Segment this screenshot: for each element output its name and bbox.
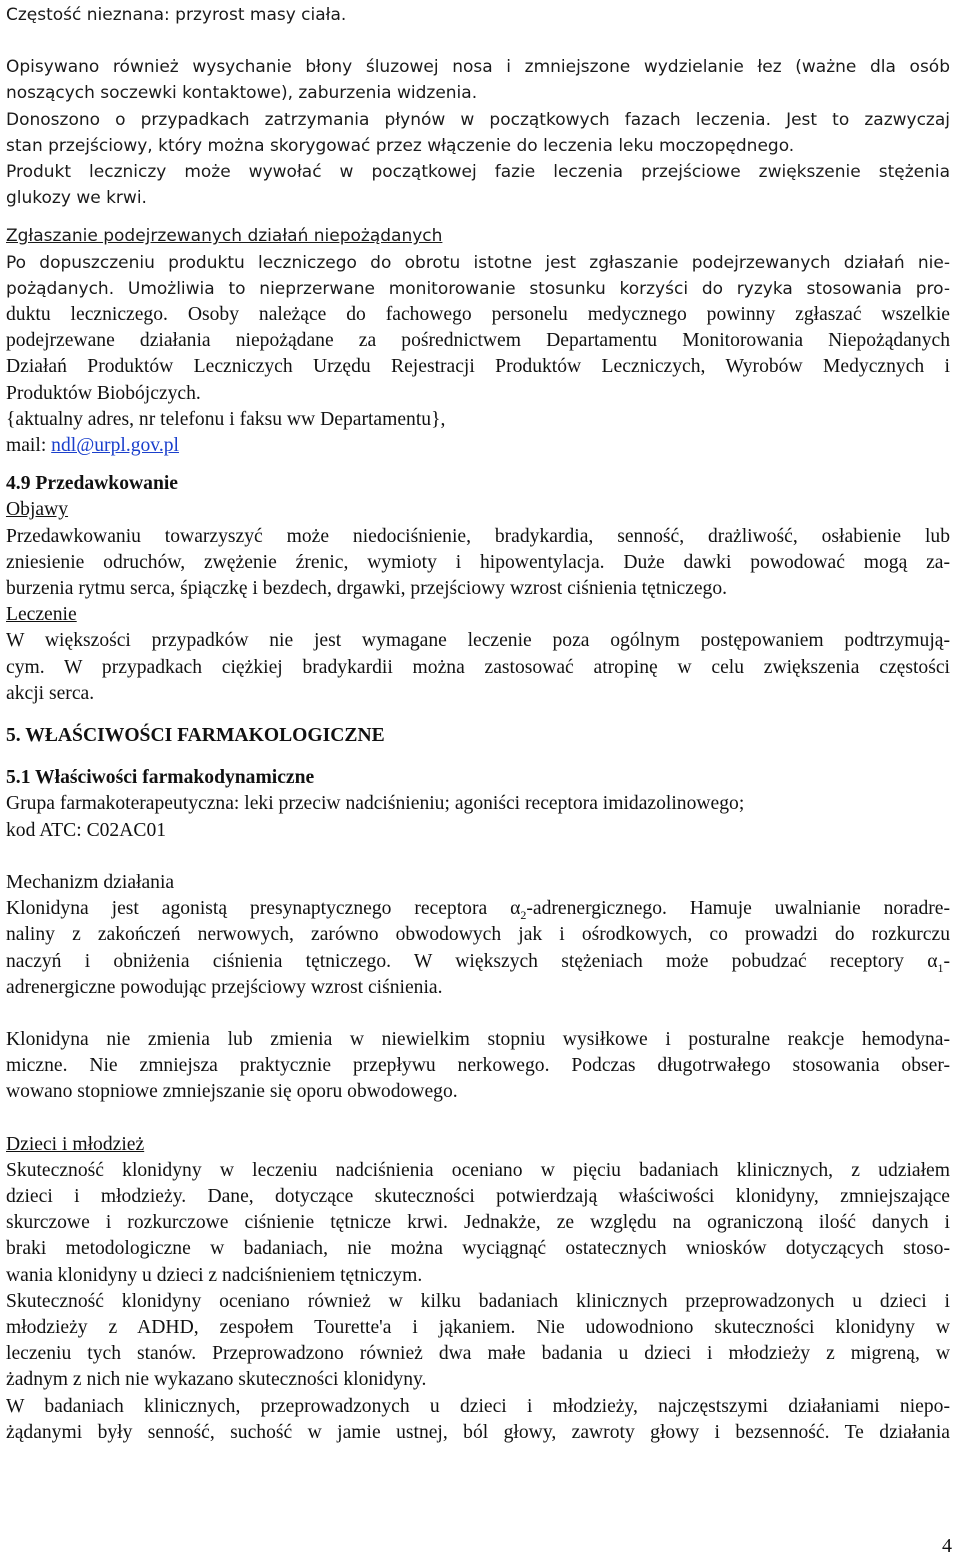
text-line: leczeniu tych stanów. Przeprowadzono również dwa małe badania u dzieci i młodzieży z migreną, w [6, 1343, 950, 1365]
treatment-heading: Leczenie [6, 604, 77, 626]
reporting-section [6, 223, 950, 459]
text-line: stan przejściowy, który można skorygować przez włączenie do leczenia leku moczopędnego. [6, 135, 795, 156]
overdose-section [6, 471, 950, 707]
text-line: braki metodologiczne w badaniach, nie można wyciągnąć ostatecznych wniosków dotyczących stoso- [6, 1238, 950, 1260]
section51-heading: 5.1 Właściwości farmakodynamiczne [6, 767, 315, 789]
subscript-1: 1 [937, 960, 944, 975]
spacer [6, 1001, 950, 1027]
children-heading: Dzieci i młodzież [6, 1133, 145, 1155]
subscript-2: 2 [520, 908, 527, 922]
text-line: pożądanych. Umożliwia to nieprzerwane monitorowanie stosunku korzyści do ryzyka stosowania pro- [6, 278, 950, 299]
mechanism-heading: Mechanizm działania [6, 871, 175, 893]
text-line: glukozy we krwi. [6, 188, 147, 209]
text-line: Po dopuszczeniu produktu leczniczego do obrotu istotne jest zgłaszanie podejrzewanych działań nie- [6, 252, 950, 273]
overdose-heading-text: Przedawkowanie [30, 473, 178, 495]
text-line: kod ATC: C02AC01 [6, 819, 167, 841]
text-line: Klonidyna nie zmienia lub zmienia w niewielkim stopniu wysiłkowe i posturalne reakcje hemodyna- [6, 1028, 950, 1050]
spacer [6, 707, 950, 719]
spacer [6, 459, 950, 471]
overdose-heading-number: 4.9 [6, 473, 31, 495]
text-line: miczne. Nie zmniejsza praktycznie przepływu nerkowego. Podczas długotrwałego stosowania obser- [6, 1055, 950, 1077]
text-fragment: naczyń i obniżenia ciśnienia tętniczego. W większych stężeniach może pobudzać receptory [6, 950, 928, 972]
text-line [6, 949, 950, 975]
mail-label: mail: [6, 435, 52, 457]
alpha-symbol: α [510, 898, 521, 920]
text-line: Grupa farmakoterapeutyczna: leki przeciw nadciśnieniu; agoniści receptora imidazolinowego; [6, 793, 745, 815]
frequency-line: Częstość nieznana: przyrost masy ciała. [6, 5, 347, 25]
section5-heading: 5. WŁAŚCIWOŚCI FARMAKOLOGICZNE [6, 725, 385, 747]
text-line: Skuteczność klonidyny oceniano również w kilku badaniach klinicznych przeprowadzonych u dzieci i [6, 1290, 950, 1312]
text-line: adrenergiczne powodując przejściowy wzrost ciśnienia. [6, 976, 443, 998]
alpha-symbol: α [927, 950, 938, 972]
text-line: młodzieży z ADHD, zespołem Tourette'a i jąkaniem. Nie udowodniono skuteczności klonidyny w [6, 1316, 950, 1338]
text-line: Działań Produktów Leczniczych Urzędu Rejestracji Produktów Leczniczych, Wyrobów Medycznych i [6, 356, 950, 378]
mechanism-section [6, 870, 950, 1001]
text-fragment: -adrenergicznego. Hamuje uwalnianie noradre- [526, 898, 950, 920]
text-line: Skuteczność klonidyny w leczeniu nadciśnienia oceniano w pięciu badaniach klinicznych, z udziałem [6, 1159, 950, 1181]
text-fragment: - [943, 950, 950, 972]
text-line: naliny z zakończeń nerwowych, zarówno obwodowych jak i ośrodkowych, co prowadzi do rozkurczu [6, 924, 950, 946]
text-line: cym. W przypadkach ciężkiej bradykardii można zastosować atropinę w celu zwiększenia częstości [6, 656, 950, 678]
text-line: duktu leczniczego. Osoby należące do fachowego personelu medycznego powinny zgłaszać wszelkie [6, 304, 950, 326]
paragraph-fluids [6, 107, 950, 212]
text-line: Opisywano również wysychanie błony śluzowej nosa i zmniejszone wydzielanie łez (ważne dla osób [6, 57, 950, 78]
text-line: noszących soczewki kontaktowe), zaburzenia widzenia. [6, 83, 478, 104]
children-section [6, 1132, 950, 1446]
text-line: wania klonidyny u dzieci z nadciśnieniem tętniczym. [6, 1264, 423, 1286]
text-line: Produkt leczniczy może wywołać w początkowej fazie leczenia przejściowe zwiększenie stężenia [6, 162, 950, 183]
hemodynamics-paragraph [6, 1027, 950, 1106]
text-line: burzenia rytmu serca, śpiączkę i bezdech, drgawki, przejściowy wzrost ciśnienia tętniczego. [6, 578, 728, 600]
section51 [6, 765, 950, 844]
mail-link[interactable]: ndl@urpl.gov.pl [51, 435, 179, 457]
text-line: Przedawkowaniu towarzyszyć może niedociśnienie, bradykardia, senność, drażliwość, osłabienie lub [6, 525, 950, 547]
text-line: dzieci i młodzieży. Dane, dotyczące skuteczności potwierdzają właściwości klonidyny, zmniejszające [6, 1185, 950, 1207]
text-line: {aktualny adres, nr telefonu i faksu ww Departamentu}, [6, 408, 446, 430]
paragraph-eyes [6, 54, 950, 106]
reporting-heading: Zgłaszanie podejrzewanych działań niepożądanych [6, 226, 443, 247]
text-line: W większości przypadków nie jest wymagane leczenie poza ogólnym postępowaniem podtrzymują- [6, 630, 950, 652]
mail-line [6, 433, 950, 459]
overdose-heading [6, 471, 950, 497]
spacer [6, 28, 950, 54]
text-line: żądanymi były senność, suchość w jamie ustnej, ból głowy, zawroty głowy i bezsenność. Te działania [6, 1421, 950, 1443]
text-fragment: Klonidyna jest agonistą presynaptycznego receptora [6, 898, 511, 920]
spacer [6, 211, 950, 223]
text-line: zniesienie odruchów, zwężenie źrenic, wymioty i hipowentylacja. Duże dawki powodować mogą za- [6, 551, 950, 573]
text-line [6, 896, 950, 922]
text-line: wowano stopniowe zmniejszanie się oporu obwodowego. [6, 1081, 458, 1103]
text-line: akcji serca. [6, 682, 95, 704]
spacer [6, 749, 950, 765]
document-page [6, 0, 950, 1446]
page-number: 4 [942, 1534, 952, 1557]
text-line: Donoszono o przypadkach zatrzymania płynów w początkowych fazach leczenia. Jest to zazwyczaj [6, 109, 950, 130]
text-line: skurczowe i rozkurczowe ciśnienie tętnicze krwi. Jednakże, ze względu na ograniczoną ilość danych i [6, 1212, 950, 1234]
symptoms-heading: Objawy [6, 499, 69, 521]
spacer [6, 1106, 950, 1132]
spacer [6, 844, 950, 870]
text-line: Produktów Biobójczych. [6, 382, 201, 404]
text-line: W badaniach klinicznych, przeprowadzonych u dzieci i młodzieży, najczęstszymi działaniami niepo- [6, 1395, 950, 1417]
text-line: żadnym z nich nie wykazano skuteczności klonidyny. [6, 1369, 427, 1391]
text-line: podejrzewane działania niepożądane za pośrednictwem Departamentu Monitorowania Niepożądanych [6, 330, 950, 352]
